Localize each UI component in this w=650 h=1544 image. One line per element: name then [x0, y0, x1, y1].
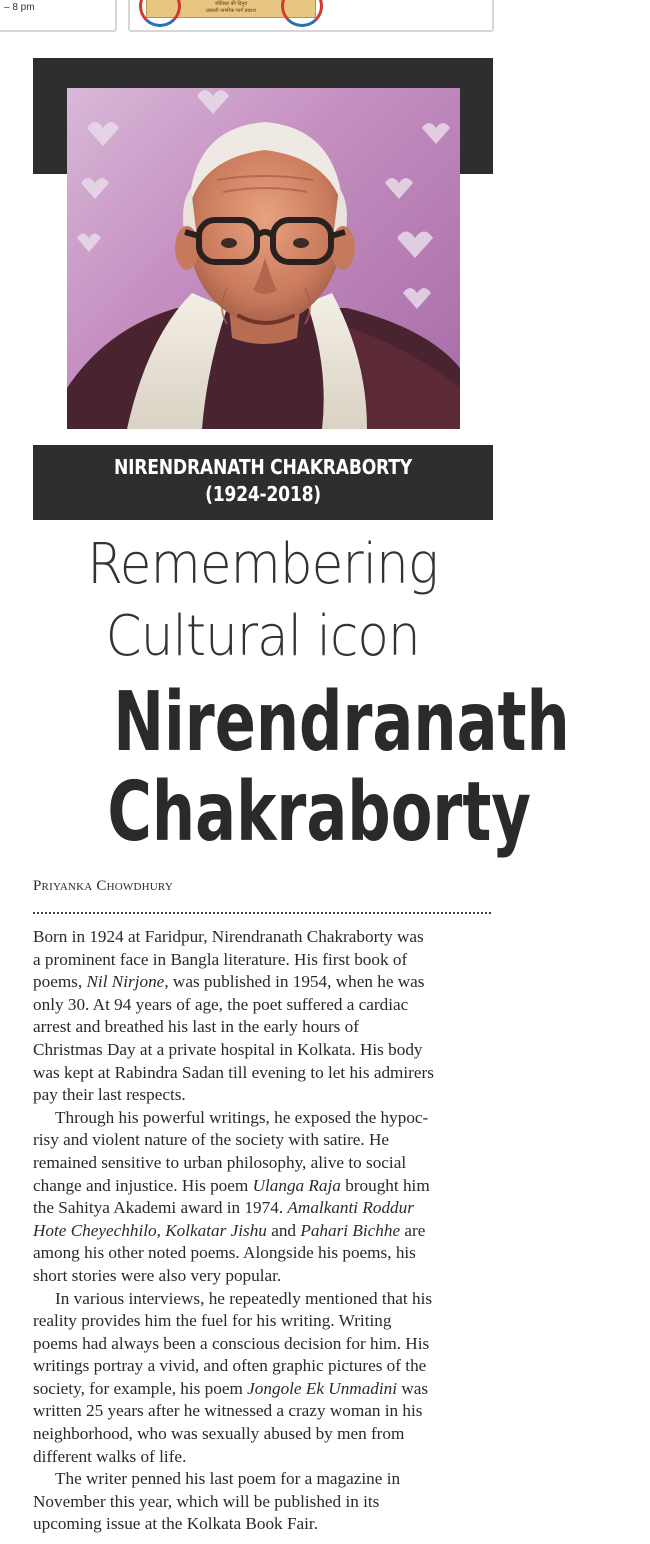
body-line: only 30. At 94 years of age, the poet suffered a cardiac	[33, 994, 409, 1014]
body-line: pay their last respects.	[33, 1085, 186, 1105]
body-line: written 25 years after he witnessed a crazy woman in his	[33, 1401, 423, 1421]
body-line: change and injustice. His poem Ulanga Raja brought him	[33, 1175, 430, 1195]
headline-line-3: Nirendranath	[113, 675, 570, 770]
poem-title: Amalkanti Roddur	[287, 1198, 414, 1218]
poem-title: Hote Cheyechhilo, Kolkatar Jishu	[33, 1220, 267, 1240]
body-line: poems had always been a conscious decision for him. His	[33, 1333, 430, 1353]
body-line: Hote Cheyechhilo, Kolkatar Jishu and Pahari Bichhe are	[33, 1220, 426, 1240]
poem-title: Pahari Bichhe	[300, 1220, 401, 1240]
body-line: different walks of life.	[33, 1446, 187, 1466]
promo-banner	[146, 0, 316, 18]
caption-years: (1924-2018)	[205, 482, 321, 506]
author-byline: Priyanka Chowdhury	[33, 878, 173, 894]
poem-title: Jongole Ek Unmadini	[247, 1378, 398, 1398]
headline-line-1: Remembering	[87, 532, 439, 597]
schedule-time: – 8 pm	[4, 2, 35, 13]
body-line: writings portray a vivid, and often graphic pictures of the	[33, 1356, 427, 1376]
promo-text-line-2: प्रकाशी नागरिक मार्ग प्रकाश	[206, 8, 256, 14]
headline-line-4: Chakraborty	[107, 765, 531, 860]
body-line: reality provides him the fuel for his writing. Writing	[33, 1311, 392, 1331]
body-line: arrest and breathed his last in the early hours of	[33, 1017, 359, 1037]
schedule-box	[0, 0, 117, 32]
headline-line-2: Cultural icon	[105, 604, 421, 669]
top-strip	[0, 0, 493, 32]
body-line: Christmas Day at a private hospital in Kolkata. His body	[33, 1039, 423, 1059]
promo-text-line-1: जीतिका की दिनुय	[214, 1, 248, 7]
body-line: remained sensitive to urban philosophy, alive to social	[33, 1152, 407, 1172]
poem-title: Ulanga Raja	[252, 1175, 341, 1195]
body-line: The writer penned his last poem for a magazine in	[55, 1469, 401, 1489]
portrait-photo	[67, 88, 460, 429]
book-title: Nil Nirjone	[86, 972, 165, 992]
caption-name: NIRENDRANATH CHAKRABORTY	[114, 455, 412, 479]
body-line: a prominent face in Bangla literature. His first book of	[33, 949, 408, 969]
body-line: the Sahitya Akademi award in 1974. Amalkanti Roddur	[33, 1198, 414, 1218]
body-line: short stories were also very popular.	[33, 1265, 282, 1285]
body-line: was kept at Rabindra Sadan till evening to let his admirers	[33, 1062, 434, 1082]
body-line: Through his powerful writings, he exposed the hypoc-	[55, 1107, 429, 1127]
body-line: In various interviews, he repeatedly mentioned that his	[55, 1288, 433, 1308]
body-line: risy and violent nature of the society with satire. He	[33, 1130, 390, 1150]
body-line: among his other noted poems. Alongside his poems, his	[33, 1243, 416, 1263]
body-line: poems, Nil Nirjone, was published in 1954, when he was	[33, 972, 425, 992]
photo-caption	[33, 445, 493, 520]
body-line: society, for example, his poem Jongole Ek Unmadini was	[33, 1378, 429, 1398]
article-body	[33, 926, 493, 1536]
body-line: neighborhood, who was sexually abused by men from	[33, 1424, 405, 1444]
body-line: November this year, which will be published in its	[33, 1491, 380, 1511]
body-line: upcoming issue at the Kolkata Book Fair.	[33, 1514, 318, 1534]
dotted-divider	[33, 912, 491, 914]
body-line: Born in 1924 at Faridpur, Nirendranath Chakraborty was	[33, 927, 424, 946]
